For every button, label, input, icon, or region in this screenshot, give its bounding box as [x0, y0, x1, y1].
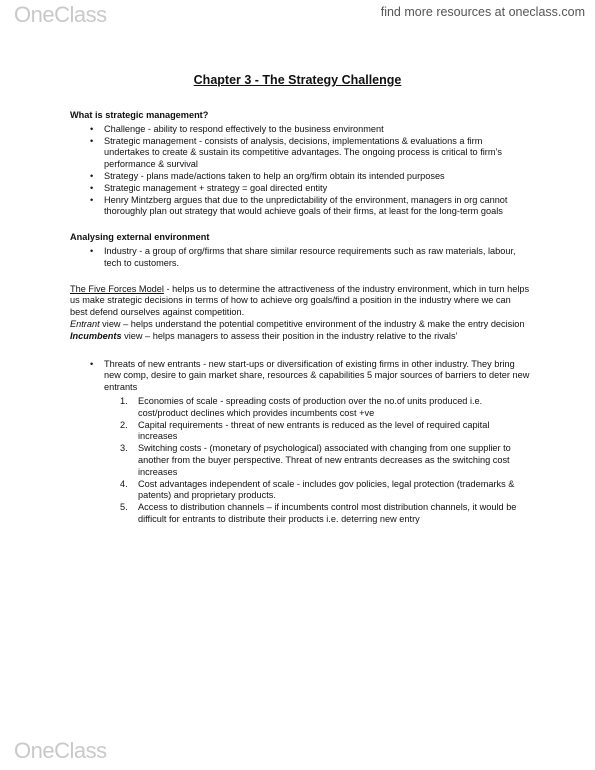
item-number: 1. — [120, 395, 128, 406]
numbered-item — [70, 396, 530, 420]
list-item: • Industry - a group of org/firms that share similar resource requirements such as raw materials, labour, tech to customers. — [70, 246, 530, 270]
five-forces-paragraph — [70, 284, 530, 319]
external-environment-list — [70, 246, 530, 270]
list-item: • Strategic management - consists of analysis, decisions, implementations & evaluations a firm undertakes to create & sustain its competitive advantages. The ongoing process is critical to firm’s performance & survival — [70, 136, 530, 171]
threats-list — [70, 359, 530, 394]
item-text: Economies of scale - spreading costs of production over the no.of units produced i.e. cost/product declines which provides incumbents cost +ve — [138, 395, 483, 418]
strategic-management-list — [70, 124, 530, 218]
item-number: 2. — [120, 419, 128, 430]
section-heading-strategic-management: What is strategic management? — [70, 110, 209, 120]
section-heading-external-environment: Analysing external environment — [70, 232, 210, 243]
list-item: • Strategy - plans made/actions taken to help an org/firm obtain its intended purposes — [70, 171, 530, 183]
numbered-item — [70, 420, 530, 444]
page-header — [0, 0, 595, 32]
item-number: 5. — [120, 502, 128, 513]
item-number: 4. — [120, 478, 128, 489]
item-number: 3. — [120, 443, 128, 454]
item-text: Cost advantages independent of scale - includes gov policies, legal protection (trademarks & patents) and proprietary products. — [138, 478, 515, 501]
entrant-view-paragraph — [70, 319, 530, 331]
item-text: Capital requirements - threat of new entrants is reduced as the level of required capital increases — [138, 419, 490, 442]
entrant-label: Entrant — [70, 318, 100, 329]
document-body — [70, 110, 530, 526]
page-title: Chapter 3 - The Strategy Challenge — [193, 73, 402, 87]
incumbents-description: view – helps managers to assess their position in the industry relative to the rivals’ — [121, 330, 458, 341]
incumbents-label: Incumbents — [70, 330, 122, 341]
oneclass-logo[interactable]: OneClass — [14, 2, 107, 27]
list-item: • Henry Mintzberg argues that due to the unpredictability of the environment, managers in org cannot thoroughly plan out strategy that would achieve goals of their firms, at least for the long-term goals — [70, 195, 530, 219]
resources-link[interactable]: find more resources at oneclass.com — [380, 5, 585, 19]
five-forces-description: - helps us to determine the attractiveness of the industry environment, which in turn helps us make strategic decisions in terms of how to achieve org goals/find a position in the industry where we can best defend ourselves against competition. — [70, 283, 530, 318]
item-text: Access to distribution channels – if incumbents control most distribution channels, it would be difficult for entrants to distribute their products i.e. deterring new entry — [138, 502, 517, 524]
five-forces-model-term: The Five Forces Model — [70, 283, 164, 294]
numbered-item — [70, 479, 530, 503]
entrant-description: view – helps understand the potential competitive environment of the industry & make the entry decision — [99, 318, 525, 329]
numbered-item — [70, 502, 530, 526]
list-item: • Challenge - ability to respond effectively to the business environment — [70, 124, 530, 136]
list-item-threats-new-entrants: • Threats of new entrants - new start-ups or diversification of existing firms in other industry. They bring new comp, desire to gain market share, resources & capabilities 5 major sources of barriers to deter new entrants — [70, 359, 530, 394]
item-text: Switching costs - (monetary of psychological) associated with changing from one supplier to another from the buyer perspective. Threat of new entrants decreases as the switching cost increases — [138, 443, 511, 477]
barriers-list — [70, 396, 530, 526]
footer-oneclass-logo[interactable]: OneClass — [14, 738, 107, 763]
incumbents-view-paragraph — [70, 331, 530, 343]
numbered-item — [70, 443, 530, 478]
list-item: • Strategic management + strategy = goal directed entity — [70, 183, 530, 195]
